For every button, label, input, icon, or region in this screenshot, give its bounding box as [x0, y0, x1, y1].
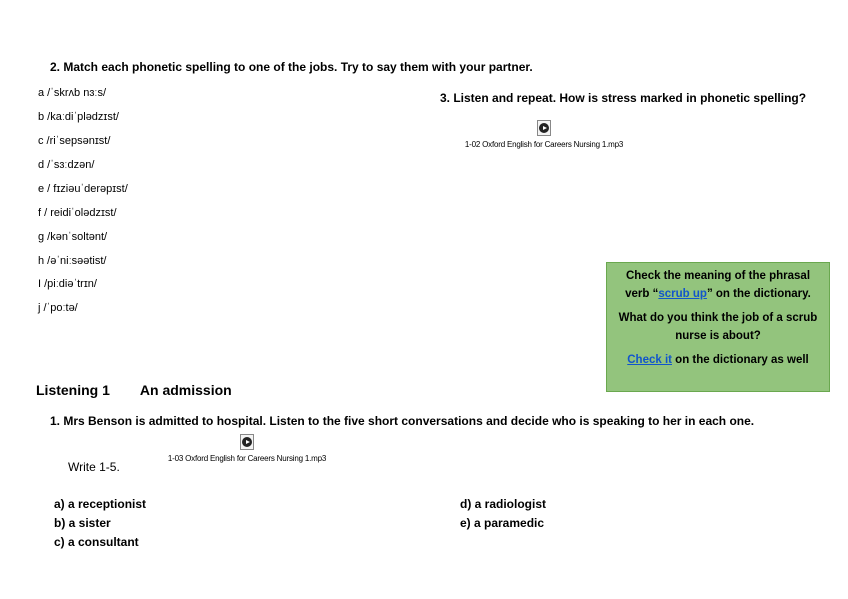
phonetic-item-b: b /kaːdiˈplədzɪst/ — [38, 111, 119, 123]
option-b: b) a sister — [54, 516, 111, 530]
play-icon[interactable] — [240, 434, 254, 450]
phonetic-item-e: e / fɪziəuˈderəpɪst/ — [38, 183, 128, 195]
play-icon[interactable] — [537, 120, 551, 136]
phonetic-item-a: a /ˈskrʌb nɜːs/ — [38, 87, 107, 99]
audio-file-label: 1-03 Oxford English for Careers Nursing 1.mp3 — [167, 454, 327, 463]
phonetic-item-f: f / reidiˈolədzɪst/ — [38, 207, 117, 219]
exercise-3-title: 3. Listen and repeat. How is stress marked in phonetic spelling? — [440, 91, 807, 105]
option-d: d) a radiologist — [460, 497, 547, 511]
exercise-1-title: 1. Mrs Benson is admitted to hospital. Listen to the five short conversations and decide who is speaking to her in each one. — [50, 414, 755, 428]
note-line-1: Check the meaning of the phrasal verb “scrub up” on the dictionary. — [625, 270, 811, 300]
phonetic-item-j: j /ˈpoːtə/ — [38, 302, 78, 314]
option-c: c) a consultant — [54, 535, 139, 549]
check-it-link[interactable]: Check it — [627, 354, 672, 366]
phonetic-item-d: d /ˈsɜːdzən/ — [38, 159, 95, 171]
audio-attachment-2[interactable] — [152, 434, 342, 463]
option-e: e) a paramedic — [460, 516, 545, 530]
note-line-2: What do you think the job of a scrub nurse is about? — [618, 312, 818, 342]
section-title: Listening 1 — [36, 382, 110, 398]
phonetic-item-h: h /əˈniːsəətist/ — [38, 255, 107, 267]
audio-file-label: 1-02 Oxford English for Careers Nursing 1.mp3 — [464, 140, 624, 149]
phonetic-item-c: c /riˈsepsənɪst/ — [38, 135, 111, 147]
scrub-up-link[interactable]: scrub up — [658, 288, 707, 300]
audio-attachment-1[interactable] — [449, 120, 639, 149]
section-heading — [36, 382, 232, 398]
option-a: a) a receptionist — [54, 497, 147, 511]
phonetic-item-i: I /piːdiəˈtrɪn/ — [38, 278, 97, 290]
phrasal-verb-note — [606, 262, 830, 392]
note-line-3: Check it on the dictionary as well — [627, 354, 809, 366]
phonetic-item-g: g /kənˈsoltənt/ — [38, 231, 108, 243]
exercise-2-title: 2. Match each phonetic spelling to one of the jobs. Try to say them with your partner. — [50, 60, 533, 74]
write-instruction: Write 1-5. — [68, 460, 120, 474]
section-subtitle: An admission — [139, 382, 232, 398]
